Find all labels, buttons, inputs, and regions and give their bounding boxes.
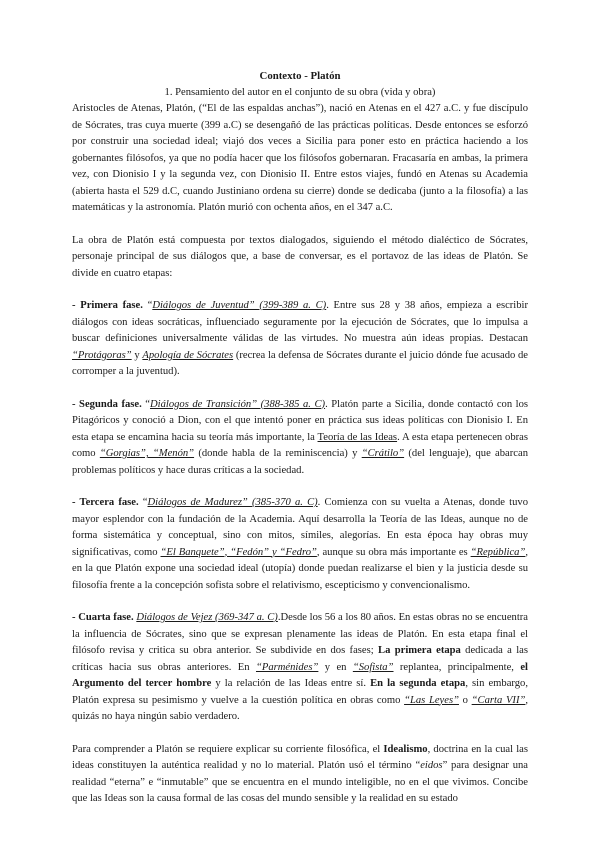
paragraph-works-intro: La obra de Platón está compuesta por textos dialogados, siguiendo el método dialéctico de Sócrates, personaje principal de sus diálogos que, a base de conversar, es el portavoz de las ideas de Platón. Se divide en cuatro etapas: bbox=[72, 234, 528, 279]
work-protagoras: “Protágoras” bbox=[72, 349, 132, 361]
paragraph-phase-1: - Primera fase. “Diálogos de Juventud” (399-389 a. C). Entre sus 28 y 38 años, empieza a escribir diálogos con ideas socráticas, influenciado seguramente por la ejecución de Sócrates, que lo impulsa a buscar definiciones universalmente válidas de las virtudes. No muestra aún ideas propias. Destacan “Protágoras” y Apología de Sócrates (recrea la defensa de Sócrates durante el juicio dónde fue acusado de corromper a la juventud). bbox=[72, 300, 529, 377]
work-leyes: “Las Leyes” bbox=[404, 694, 459, 706]
section-heading: 1. Pensamiento del autor en el conjunto de su obra (vida y obra) bbox=[164, 86, 436, 98]
paragraph-phase-2: - Segunda fase. “Diálogos de Transición” (388-385 a. C). Platón parte a Sicilia, donde contactó con los Pitagóricos y conoció a Dion, con el que intentó poner en práctica sus ideas políticas con Dionisio I. En esta etapa se encamina hacia su teoría más importante, la Teoría de las Ideas. A esta etapa pertenecen obras como “Gorgias”, “Menón” (donde habla de la reminiscencia) y “Crátilo” (del lenguaje), que abarcan problemas políticos y hace duras críticas a la sociedad. bbox=[72, 398, 529, 476]
eidos: eidos bbox=[420, 760, 443, 771]
phase-2-title: Diálogos de Transición” (388-385 a. C) bbox=[149, 398, 326, 410]
phase-1-label: - Primera fase. bbox=[72, 300, 143, 311]
phase-3-title: Diálogos de Madurez” (385-370 a. C) bbox=[147, 497, 318, 508]
work-parmenides: “Parménides” bbox=[255, 661, 319, 673]
phase-2-label: - Segunda fase. bbox=[72, 398, 142, 410]
phase-3-label: - Tercera fase. bbox=[72, 497, 139, 508]
teoria-ideas: Teoría de las Ideas bbox=[317, 431, 398, 443]
work-cratilo: “Crátilo” bbox=[361, 448, 405, 459]
paragraph-biography: Aristocles de Atenas, Platón, (“El de las espaldas anchas”), nació en Atenas en el 427 a.C. y fue discípulo de Sócrates, tras cuya muerte (399 a.C) se desengañó de las prácticas políticas. Desde entonces se esforzó por construir una sociedad ideal; viajó dos veces a Sicilia para poner esto en práctica haciendo a los gobernantes filósofos, ya que no podía hacer que los filósofos gobernaran. Fracasaría en ambas, la primera vez, con Dionisio I y la segunda vez, con Dionisio II. Entre estos viajes, fundó en Atenas su Academia (abierta hasta el 529 d.C, cuando Justiniano ordena su cierre) donde se dedicaba (junto a la filosofía) a las matemáticas y la astronomía. Platón murió con ochenta años, en el 347 a.C. bbox=[72, 103, 528, 213]
idealismo: Idealismo bbox=[383, 743, 428, 755]
phase-4-label: - Cuarta fase. bbox=[72, 612, 134, 623]
paragraph-phase-4: - Cuarta fase. Diálogos de Vejez (369-347 a. C).Desde los 56 a los 80 años. En estas obras no se encuentra la influencia de Sócrates, sino que se expresan plenamente las ideas de Platón. En esta etapa final el filósofo revisa y critica su obra anterior. Se subdivide en dos fases; La primera etapa dedicada a las críticas hacia sus obras anteriores. En “Parménides” y en “Sofista” replantea, principalmente, el Argumento del tercer hombre y la relación de las Ideas entre sí. En la segunda etapa, sin embargo, Platón expresa su pesimismo y vuelve a la cuestión política en obras como “Las Leyes” o “Carta VII”, quizás no haya ningún sabio verdadero. bbox=[72, 612, 529, 722]
work-carta-vii: “Carta VII” bbox=[471, 694, 526, 706]
paragraph-idealismo: Para comprender a Platón se requiere explicar su corriente filosófica, el Idealismo, doctrina en la cual las ideas constituyen la auténtica realidad y no lo material. Platón usó el término “eidos” para designar una realidad “eterna” e “inmutable” que se encuentra en el mundo inteligible, no en el que vivimos. Concibe que las Ideas son la causa formal de las cosas del mundo sensible y la realidad en su estado bbox=[72, 743, 529, 804]
document-title: Contexto - Platón bbox=[259, 70, 341, 82]
segunda-etapa: En la segunda etapa bbox=[370, 678, 466, 689]
work-sofista: “Sofista” bbox=[352, 661, 394, 673]
argumento-tercer-hombre: el Argumento del tercer hombre bbox=[72, 661, 528, 689]
paragraph-phase-3: - Tercera fase. “Diálogos de Madurez” (385-370 a. C). Comienza con su vuelta a Atenas, donde tuvo mayor esplendor con la fundación de la Academia. Aquí desarrolla la Teoría de las Ideas, aunque no de forma sistemática y conceptual, sino con mitos, símiles, alegorías. En esta época hay obras muy significativas, como “El Banquete”, “Fedón” y “Fedro”, aunque su obra más importante es “República”, en la que Platón expone una sociedad ideal (utopía) donde puedan realizarse el bien y la justicia desde su filosofía frente a la concepción sofista sobre el relativismo, escepticismo y convencionalismo. bbox=[72, 497, 528, 591]
work-republica: “República” bbox=[470, 546, 526, 558]
works-gorgias-menon: “Gorgias”, “Menón” bbox=[99, 448, 195, 459]
primera-etapa: La primera etapa bbox=[378, 645, 461, 656]
phase-1-title: Diálogos de Juventud” (399-389 a. C) bbox=[152, 300, 327, 311]
work-apologia: Apología de Sócrates bbox=[142, 349, 234, 361]
works-banquete-fedon-fedro: “El Banquete”, “Fedón” y “Fedro” bbox=[160, 546, 317, 558]
phase-4-title: Diálogos de Vejez (369-347 a. C) bbox=[136, 612, 278, 623]
